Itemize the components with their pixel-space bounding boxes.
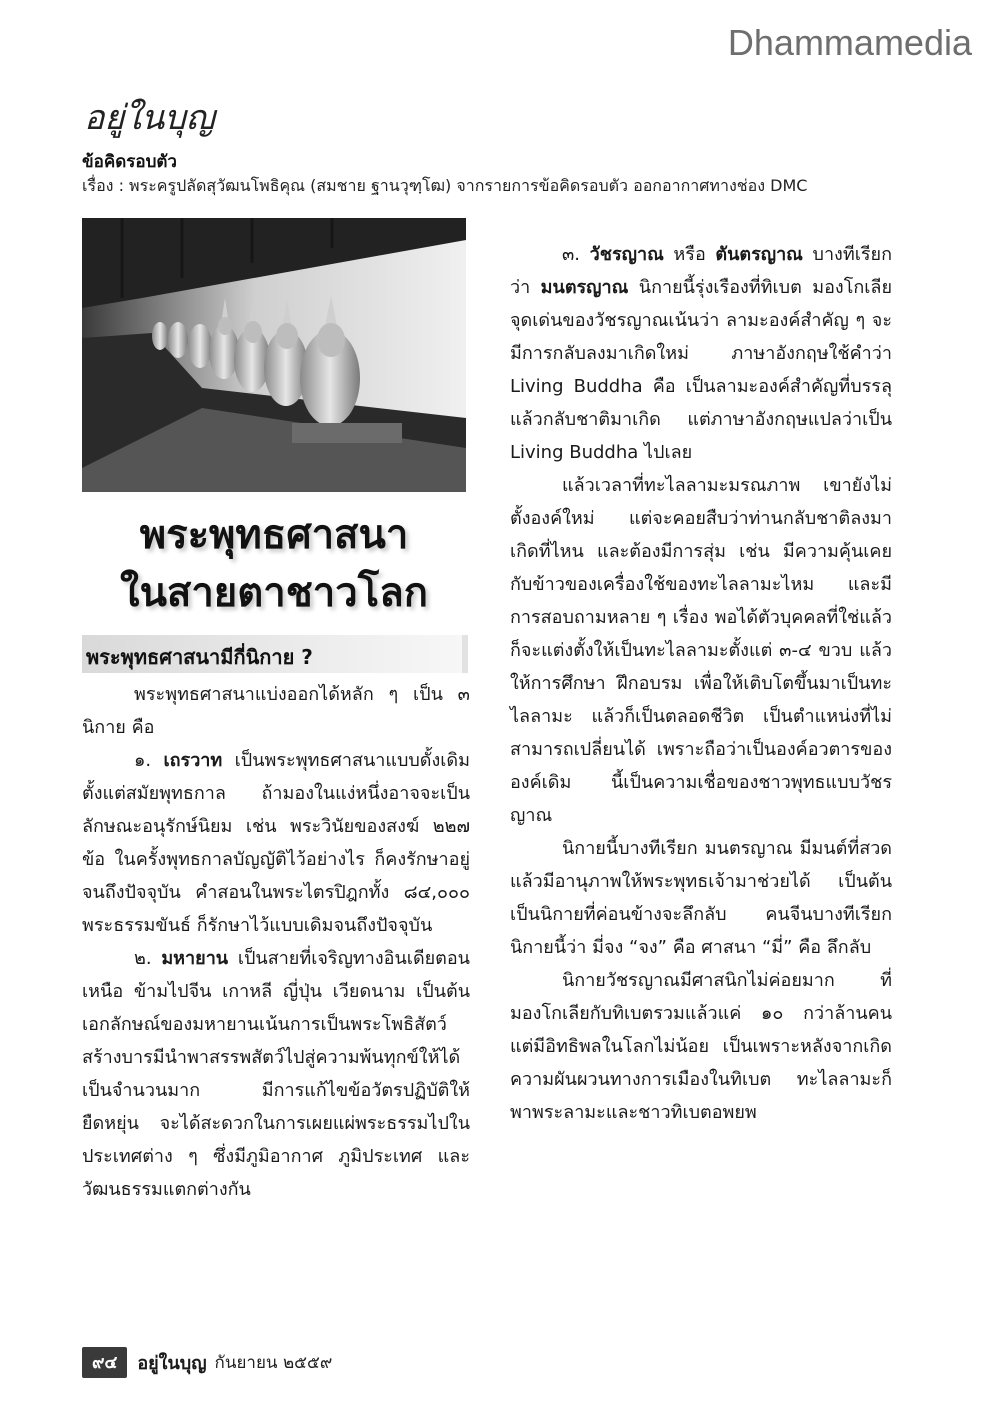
title-line-1: พระพุทธศาสนา [139,512,409,558]
right-column [510,238,892,1129]
paragraph [82,942,470,1206]
paragraph-text: หรือ [663,244,716,265]
section-heading-box [82,635,468,673]
page-number: ๙๔ [82,1347,127,1378]
term-theravada: เถรวาท [163,750,223,771]
paragraph-text: บางทีเรียกว่า [510,244,892,298]
column-label: ข้อคิดรอบตัว [82,152,177,172]
paragraph: พระพุทธศาสนาแบ่งออกได้หลัก ๆ เป็น ๓ นิกาย คือ [82,684,470,738]
brand-name: Dhammamedia [727,22,972,63]
list-number: ๓. [562,244,581,265]
paragraph [510,238,892,469]
magazine-logo [84,90,224,146]
photo-illustration [82,218,466,492]
article-subject: เรื่อง : พระครูปลัดสุวัฒนโพธิคุณ (สมชาย ฐานวุฑฺโฒ) จากรายการข้อคิดรอบตัว ออกอากาศทางช่อง DMC [82,176,808,195]
term-vajrayana: วัชรญาณ [589,244,664,265]
paragraph: แล้วเวลาที่ทะไลลามะมรณภาพ เขายังไม่ตั้งองค์ใหม่ แต่จะคอยสืบว่าท่านกลับชาติลงมาเกิดที่ไหน และต้องมีการสุ่ม เช่น มีความคุ้นเคยกับข้าวของเครื่องใช้ของทะไลลามะไหม และมีการสอบถามหลาย ๆ เรื่อง พอได้ตัวบุคคลที่ใช่แล้ว ก็จะแต่งตั้งให้เป็นทะไลลามะตั้งแต่ ๓-๔ ขวบ แล้วให้การศึกษา ฝึกอบรม เพื่อให้เติบโตขึ้นมาเป็นทะไลลามะ แล้วก็เป็นตลอดชีวิต เป็นตำแหน่งที่ไม่สามารถเปลี่ยนได้ เพราะถือว่าเป็นองค์อวตารขององค์เดิม นี้เป็นความเชื่อของชาวพุทธแบบวัชรญาณ [510,475,892,826]
list-number: ๑. [134,750,152,771]
buddha-statues-photo [82,218,466,492]
title-line-2: ในสายตาชาวโลก [120,570,428,616]
paragraph-text: นิกายนี้รุ่งเรืองที่ทิเบต มองโกเลีย จุดเด่นของวัชรญาณเน้นว่า ลามะองค์สำคัญ ๆ จะมีการกลับลงมาเกิดใหม่ ภาษาอังกฤษใช้คำว่า Living Buddha คือ เป็นลามะองค์สำคัญที่บรรลุแล้วกลับชาติมาเกิด แต่ภาษาอังกฤษแปลว่าเป็น Living Buddha ไปเลย [510,277,892,463]
footer-magazine: อยู่ในบุญ [137,1352,207,1374]
section-heading: พระพุทธศาสนามีกี่นิกาย ? [86,645,313,669]
term-mantrayana: มนตรญาณ [540,277,629,298]
paragraph: นิกายนี้บางทีเรียก มนตรญาณ มีมนต์ที่สวดแล้วมีอานุภาพให้พระพุทธเจ้ามาช่วยได้ เป็นต้น เป็นนิกายที่ค่อนข้างจะลึกลับ คนจีนบางทีเรียกนิกายนี้ว่า มี่จง “จง” คือ ศาสนา “มี่” คือ ลึกลับ [510,838,892,958]
paragraph-text: เป็นพระพุทธศาสนาแบบดั้งเดิมตั้งแต่สมัยพุทธกาล ถ้ามองในแง่หนึ่งอาจจะเป็นลักษณะอนุรักษ์นิยม เช่น พระวินัยของสงฆ์ ๒๒๗ ข้อ ในครั้งพุทธกาลบัญญัติไว้อย่างไร ก็คงรักษาอยู่จนถึงปัจจุบัน คำสอนในพระไตรปิฎกทั้ง ๘๔,๐๐๐ พระธรรมขันธ์ ก็รักษาไว้แบบเดิมจนถึงปัจจุบัน [82,750,470,936]
article-title [82,506,466,622]
left-column [82,678,470,1206]
list-number: ๒. [134,948,152,969]
paragraph-text: เป็นสายที่เจริญทางอินเดียตอนเหนือ ข้ามไปจีน เกาหลี ญี่ปุ่น เวียดนาม เป็นต้น เอกลักษณ์ของมหายานเน้นการเป็นพระโพธิสัตว์ สร้างบารมีนำพาสรรพสัตว์ไปสู่ความพ้นทุกข์ให้ได้เป็นจำนวนมาก มีการแก้ไขข้อวัตรปฏิบัติให้ยืดหยุ่น จะได้สะดวกในการเผยแผ่พระธรรมไปในประเทศต่าง ๆ ซึ่งมีภูมิอากาศ ภูมิประเทศ และวัฒนธรรมแตกต่างกัน [82,948,470,1200]
footer-date: กันยายน ๒๕๕๙ [214,1352,333,1373]
term-tantrayana: ตันตรญาณ [715,244,803,265]
paragraph [82,744,470,942]
page-footer [82,1348,332,1376]
term-mahayana: มหายาน [161,948,229,969]
logo-text: อยู่ในบุญ [84,98,215,138]
paragraph: นิกายวัชรญาณมีศาสนิกไม่ค่อยมาก ที่มองโกเลียกับทิเบตรวมแล้วแค่ ๑๐ กว่าล้านคน แต่มีอิทธิพลในโลกไม่น้อย เป็นเพราะหลังจากเกิดความผันผวนทางการเมืองในทิเบต ทะไลลามะก็พาพระลามะและชาวทิเบตอพยพ [510,970,892,1123]
